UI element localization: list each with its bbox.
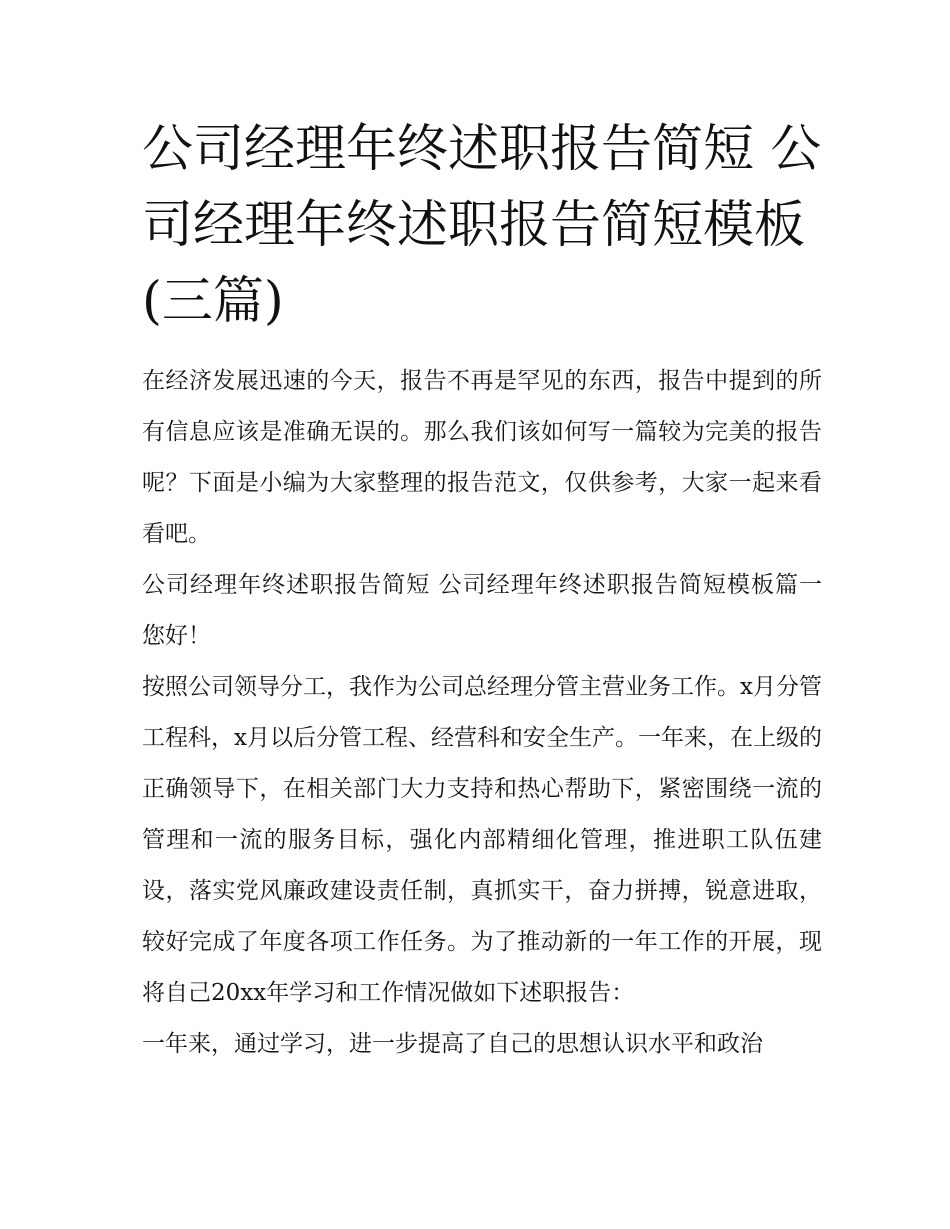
- section-heading-paragraph: 公司经理年终述职报告简短 公司经理年终述职报告简短模板篇一 您好！: [142, 572, 822, 649]
- intro-paragraph: 在经济发展迅速的今天，报告不再是罕见的东西，报告中提到的所有信息应该是准确无误的。那么我们该如何写一篇较为完美的报告呢？下面是小编为大家整理的报告范文，仅供参考，大家一起来看看吧。: [142, 368, 822, 547]
- continuation-paragraph: 一年来，通过学习，进一步提高了自己的思想认识水平和政治: [142, 1031, 763, 1057]
- report-paragraph: 按照公司领导分工，我作为公司总经理分管主营业务工作。x月分管工程科，x月以后分管工程、经营科和安全生产。一年来，在上级的正确领导下，在相关部门大力支持和热心帮助下，紧密围绕一流的管理和一流的服务目标，强化内部精细化管理，推进职工队伍建设，落实党风廉政建设责任制，真抓实干，奋力拼搏，锐意进取，较好完成了年度各项工作任务。为了推动新的一年工作的开展，现将自己20xx年学习和工作情况做如下述职报告：: [142, 674, 822, 1006]
- document-title: 公司经理年终述职报告简短 公司经理年终述职报告简短模板(三篇): [142, 120, 822, 331]
- document-body: [142, 356, 822, 1070]
